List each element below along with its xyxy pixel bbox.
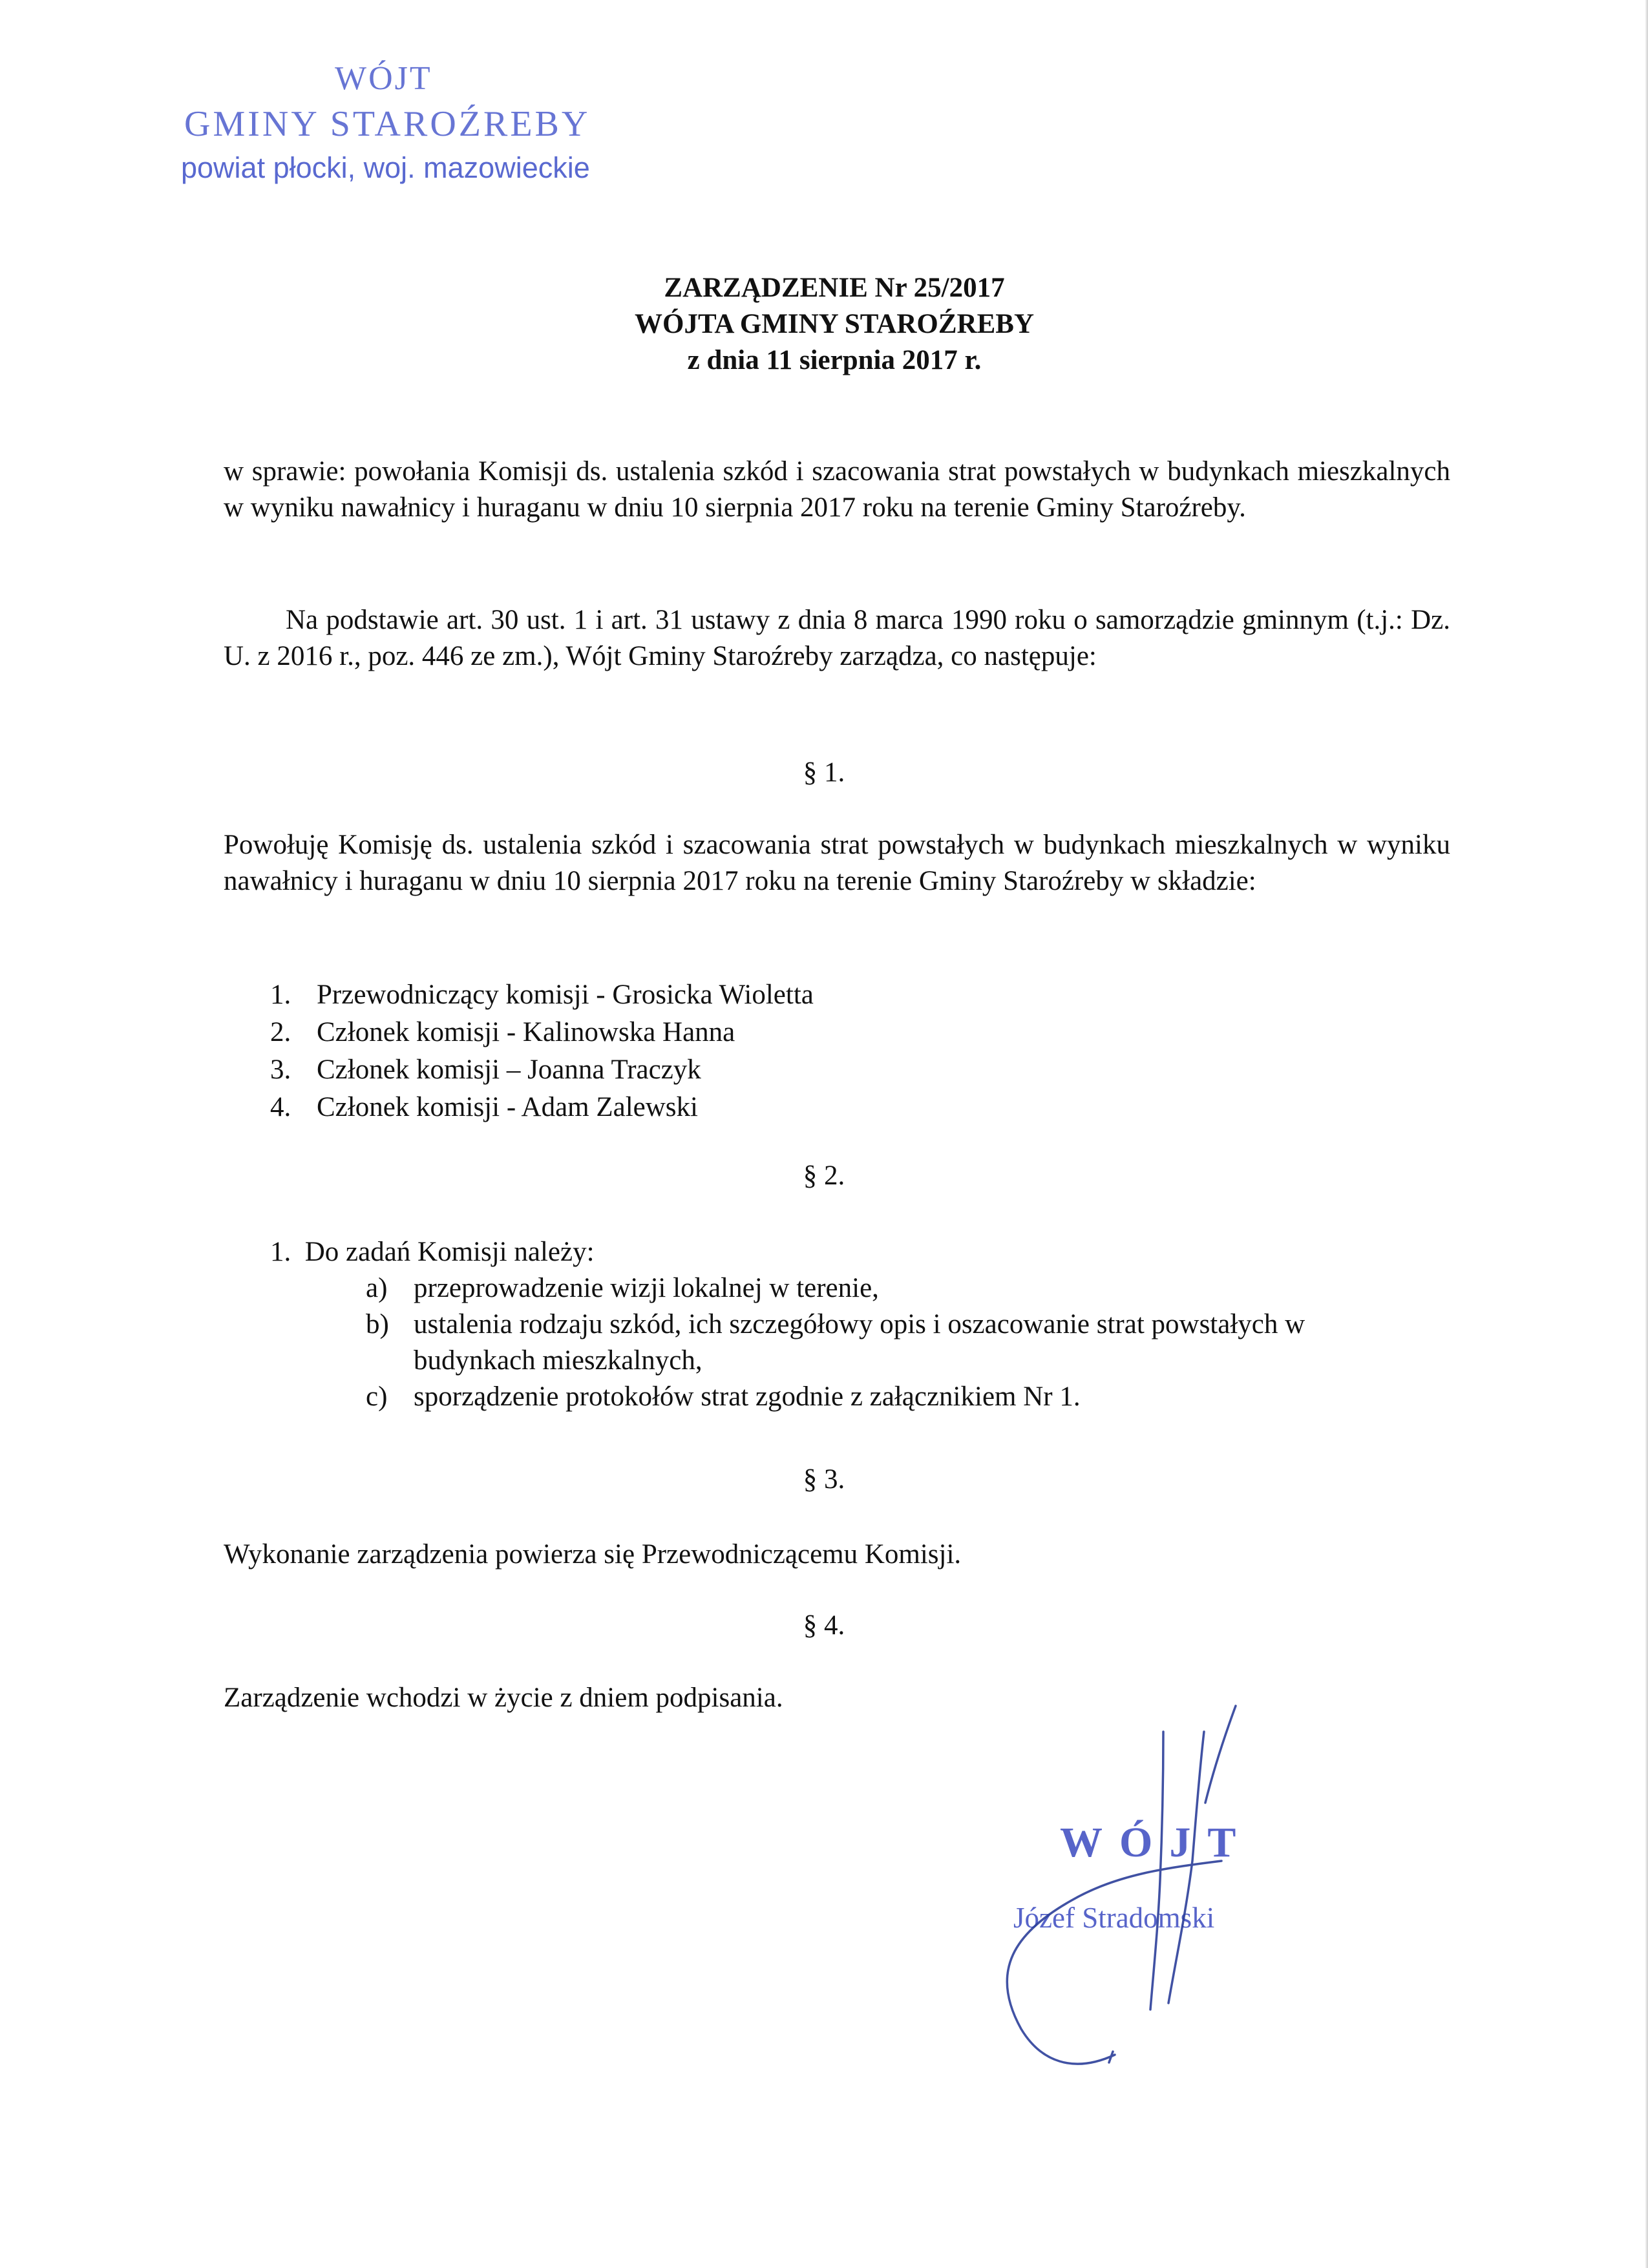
tasks-list [366, 1270, 1452, 1415]
section-4-heading: § 4. [803, 1610, 845, 1641]
list-item-text: przeprowadzenie wizji lokalnej w terenie, [414, 1273, 879, 1303]
list-item-text: Członek komisji - Kalinowska Hanna [317, 1017, 735, 1047]
title-line-1: ZARZĄDZENIE Nr 25/2017 [664, 273, 1005, 303]
members-list [270, 977, 1369, 1127]
entry-into-force-paragraph: Zarządzenie wchodzi w życie z dniem podpisania. [224, 1683, 783, 1713]
list-item [366, 1307, 1452, 1379]
list-item [270, 1014, 1369, 1052]
header-stamp-title: WÓJT [335, 60, 432, 97]
list-item-number: 2. [270, 1017, 291, 1047]
execution-paragraph: Wykonanie zarządzenia powierza się Przewodniczącemu Komisji. [224, 1539, 962, 1570]
document-title [0, 270, 1648, 379]
list-item-label: b) [366, 1309, 389, 1339]
subject-paragraph: w sprawie: powołania Komisji ds. ustalenia szkód i szacowania strat powstałych w budynkach mieszkalnych w wyniku nawałnicy i huraganu w dniu 10 sierpnia 2017 roku na terenie Gminy Staroźreby. [224, 456, 1450, 523]
list-item-label: a) [366, 1273, 388, 1303]
list-item [270, 1089, 1369, 1127]
list-item-number: 1. [270, 980, 291, 1010]
list-item [270, 977, 1369, 1014]
list-item-text: Członek komisji – Joanna Traczyk [317, 1055, 701, 1085]
signature-stamp-title: WÓJT [1060, 1819, 1253, 1866]
list-item-text: ustalenia rodzaju szkód, ich szczegółowy opis i oszacowanie strat powstałych w budynkach mieszkalnych, [414, 1309, 1305, 1376]
legal-basis-paragraph: Na podstawie art. 30 ust. 1 i art. 31 ustawy z dnia 8 marca 1990 roku o samorządzie gminnym (t.j.: Dz. U. z 2016 r., poz. 446 ze zm.), Wójt Gminy Staroźreby zarządza, co następuje: [224, 605, 1450, 671]
list-item-label: c) [366, 1381, 388, 1412]
tasks-heading: 1. Do zadań Komisji należy: [270, 1237, 595, 1267]
list-item-number: 3. [270, 1055, 291, 1085]
signature-stamp-name: Józef Stradomski [1013, 1902, 1215, 1934]
title-line-2: WÓJTA GMINY STAROŹREBY [635, 309, 1034, 339]
header-stamp-municipality: GMINY STAROŹREBY [184, 104, 591, 144]
handwritten-signature [860, 1667, 1312, 2119]
list-item-text: Przewodniczący komisji - Grosicka Wioletta [317, 980, 814, 1010]
list-item-text: sporządzenie protokołów strat zgodnie z załącznikiem Nr 1. [414, 1381, 1081, 1412]
section-1-heading: § 1. [803, 757, 845, 788]
list-item [270, 1052, 1369, 1089]
list-item-number: 4. [270, 1092, 291, 1122]
title-line-3: z dnia 11 sierpnia 2017 r. [687, 345, 982, 375]
appointment-paragraph: Powołuję Komisję ds. ustalenia szkód i szacowania strat powstałych w budynkach mieszkalnych w wyniku nawałnicy i huraganu w dniu 10 sierpnia 2017 roku na terenie Gminy Staroźreby w składzie: [224, 830, 1450, 896]
section-3-heading: § 3. [803, 1464, 845, 1495]
list-item [366, 1270, 1452, 1307]
header-stamp-location: powiat płocki, woj. mazowieckie [181, 151, 590, 184]
list-item-text: Członek komisji - Adam Zalewski [317, 1092, 698, 1122]
list-item [366, 1379, 1452, 1415]
section-2-heading: § 2. [803, 1160, 845, 1191]
